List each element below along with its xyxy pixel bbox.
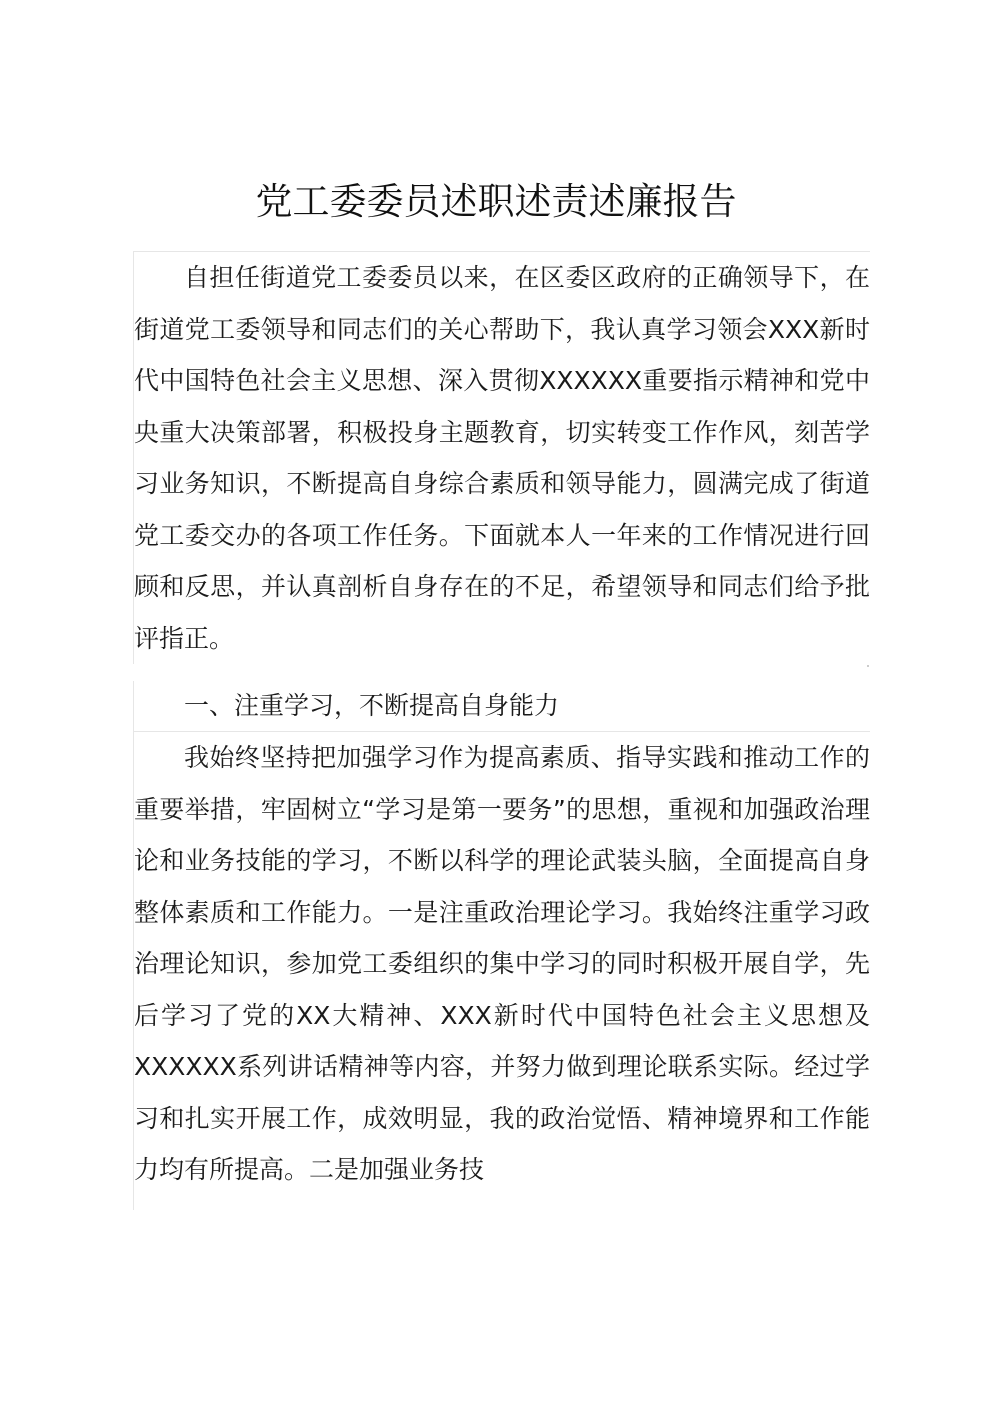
section-heading: 一、注重学习，不断提高自身能力 — [133, 681, 870, 731]
document-title: 党工委委员述职述责述廉报告 — [255, 180, 737, 223]
scan-speck — [867, 665, 869, 667]
intro-paragraph-block — [133, 251, 870, 664]
section-1-paragraph-block — [133, 731, 870, 1210]
intro-paragraph: 自担任街道党工委委员以来，在区委区政府的正确领导下，在街道党工委领导和同志们的关心帮助下，我认真学习领会XXX新时代中国特色社会主义思想、深入贯彻XXXXXX重要指示精神和党中央重大决策部署，积极投身主题教育，切实转变工作作风，刻苦学习业务知识，不断提高自身综合素质和领导能力，圆满完成了街道党工委交办的各项工作任务。下面就本人一年来的工作情况进行回顾和反思，并认真剖析自身存在的不足，希望领导和同志们给予批评指正。 — [134, 263, 870, 653]
section-1-paragraph: 我始终坚持把加强学习作为提高素质、指导实践和推动工作的重要举措，牢固树立“学习是第一要务”的思想，重视和加强政治理论和业务技能的学习，不断以科学的理论武装头脑，全面提高自身整体素质和工作能力。一是注重政治理论学习。我始终注重学习政治理论知识，参加党工委组织的集中学习的同时积极开展自学，先后学习了党的XX大精神、XXX新时代中国特色社会主义思想及XXXXXX系列讲话精神等内容，并努力做到理论联系实际。经过学习和扎实开展工作，成效明显，我的政治觉悟、精神境界和工作能力均有所提高。二是加强业务技 — [134, 743, 870, 1184]
